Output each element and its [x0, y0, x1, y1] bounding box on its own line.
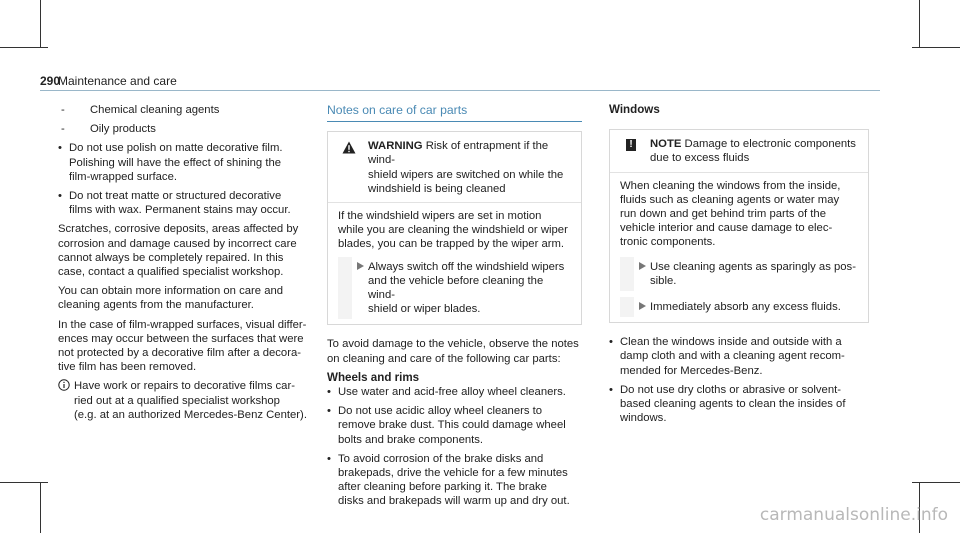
list-item: • Do not use polish on matte decorative film. Polishing will have the effect of shining the film-wrapped surface.: [58, 142, 283, 183]
list-item: • Do not use acidic alloy wheel cleaners to remove brake dust. This could damage wheel bolts and brake components.: [327, 405, 566, 446]
paragraph: You can obtain more information on care and cleaning agents from the manufacturer.: [58, 285, 284, 312]
note-keyword: NOTE: [650, 138, 682, 151]
crop-mark: [0, 47, 48, 48]
action-step: Always switch off the windshield wipers and the vehicle before cleaning the wind- shield or wiper blades.: [338, 260, 571, 317]
info-icon: [58, 379, 70, 391]
crop-mark: [40, 482, 41, 533]
crop-mark: [912, 482, 960, 483]
column-right: [609, 103, 869, 425]
dash-item: - Oily products: [61, 123, 156, 136]
crop-mark: [0, 482, 48, 483]
dash-item: - Chemical cleaning agents: [61, 104, 220, 116]
section-title: Maintenance and care: [58, 74, 177, 88]
warning-header: WARNING Risk of entrapment if the wind- shield wipers are switched on while the windshield is being cleaned: [328, 132, 581, 203]
warning-box: [327, 131, 582, 325]
section-heading: Notes on care of car parts: [327, 103, 582, 122]
crop-mark: [40, 0, 41, 48]
note-header: ! NOTE Damage to electronic components due to excess fluids: [610, 130, 868, 172]
arrow-right-icon: [357, 262, 364, 270]
paragraph: Scratches, corrosive deposits, areas affected by corrosion and damage caused by incorrect care cannot always be completely repaired. In this case, contact a qualified specialist workshop.: [58, 223, 299, 279]
warning-keyword: WARNING: [368, 140, 423, 153]
list-item: • To avoid corrosion of the brake disks and brakepads, drive the vehicle for a few minutes after cleaning before parking it. The brake disks and brakepads will warm up and dry out.: [327, 452, 570, 508]
watermark: carmanualsonline.info: [759, 505, 948, 525]
warning-body: If the windshield wipers are set in motion while you are cleaning the windshield or wiper blades, you can be trapped by the wiper arm. Always switch off the windshield wipers and the vehicle before cleaning the wind- shield or wiper blades.: [328, 203, 581, 324]
action-step: Immediately absorb any excess fluids.: [620, 300, 858, 314]
section-heading: Windows: [609, 103, 660, 116]
column-left: [58, 103, 326, 422]
list-item: • Clean the windows inside and outside with a damp cloth and with a cleaning agent recom- mended for Mercedes-Benz.: [609, 336, 845, 377]
exclamation-icon: !: [626, 139, 636, 151]
page-number: 290: [40, 74, 61, 88]
note-box: [609, 129, 869, 323]
crop-mark: [919, 0, 920, 48]
arrow-right-icon: [639, 262, 646, 270]
note-body: When cleaning the windows from the inside, fluids such as cleaning agents or water may run down and get behind trim parts of the vehicle interior and cause damage to elec- tronic components. Use cleaning agents as sparingly as pos- sible. Immediately absorb any excess fluids.: [610, 173, 868, 323]
action-step: Use cleaning agents as sparingly as pos- sible.: [620, 260, 858, 288]
header-rule: [40, 90, 880, 91]
list-item: • Use water and acid-free alloy wheel cleaners.: [327, 386, 566, 399]
info-note: Have work or repairs to decorative films car- ried out at a qualified specialist workshop (e.g. at an authorized Mercedes-Benz Center).: [58, 379, 326, 422]
list-item: • Do not treat matte or structured decorative films with wax. Permanent stains may occur.: [58, 190, 291, 217]
warning-icon: [342, 141, 356, 154]
arrow-right-icon: [639, 302, 646, 310]
paragraph: To avoid damage to the vehicle, observe the notes on cleaning and care of the following car parts:: [327, 338, 579, 365]
sub-heading: Wheels and rims: [327, 370, 420, 384]
crop-mark: [912, 47, 960, 48]
list-item: • Do not use dry cloths or abrasive or solvent- based cleaning agents to clean the insides of windows.: [609, 383, 846, 425]
paragraph: In the case of film-wrapped surfaces, visual differ- ences may occur between the surfaces that were not protected by a decorative film after a decora- tive film has been removed.: [58, 318, 307, 374]
column-middle: [327, 103, 582, 509]
